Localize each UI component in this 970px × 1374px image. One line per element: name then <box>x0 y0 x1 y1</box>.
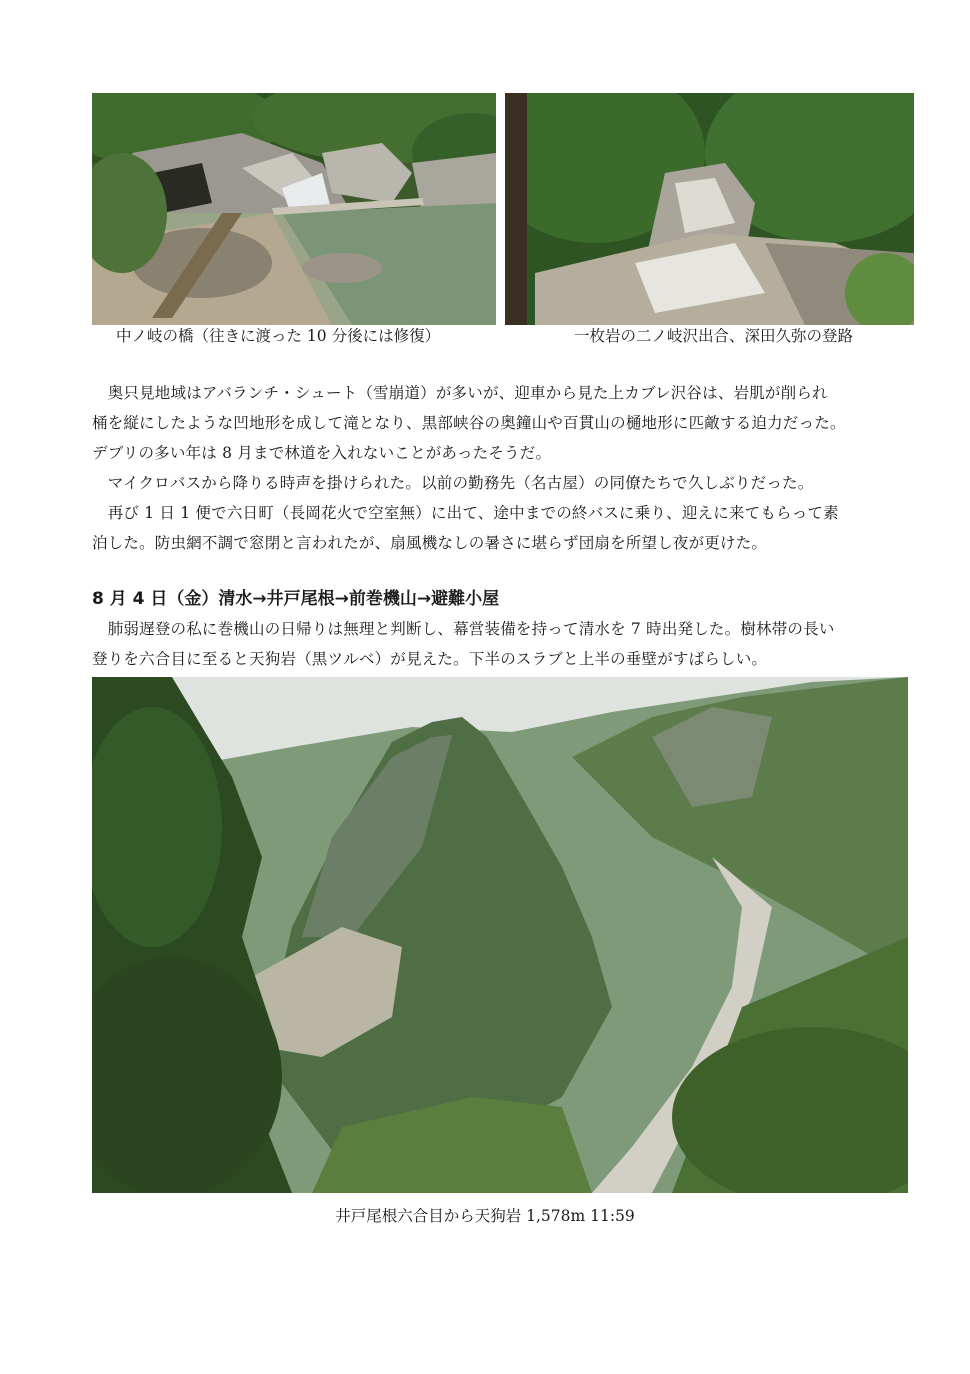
bridge-photo <box>92 93 496 325</box>
section-heading: 8 月 4 日（金）清水→井戸尾根→前巻機山→避難小屋 <box>92 589 500 609</box>
text-line: 桶を縦にしたような凹地形を成して滝となり、黒部峡谷の奥鐘山や百貫山の樋地形に匹敵する迫力だった。 <box>92 414 846 432</box>
mountain-photo-caption: 井戸尾根六合目から天狗岩 1,578m 11:59 <box>335 1207 635 1225</box>
mountain-photo <box>92 677 908 1193</box>
paragraph-lodging <box>92 498 912 558</box>
bridge-photo-caption: 中ノ岐の橋（往きに渡った 10 分後には修復） <box>116 327 441 345</box>
text-line: 登りを六合目に至ると天狗岩（黒ツルベ）が見えた。下半のスラブと上半の垂壁がすばらしい。 <box>92 650 768 668</box>
paragraph-avalanche <box>92 378 912 468</box>
stream-photo <box>505 93 914 325</box>
text-line: 奥只見地域はアバランチ・シュート（雪崩道）が多いが、迎車から見た上カブレ沢谷は、岩肌が削られ <box>92 384 828 402</box>
text-line: 泊した。防虫網不調で窓閉と言われたが、扇風機なしの暑さに堪らず団扇を所望し夜が更けた。 <box>92 534 768 552</box>
text-line: 肺弱遅登の私に巻機山の日帰りは無理と判断し、幕営装備を持って清水を 7 時出発した。樹林帯の長い <box>92 620 835 638</box>
text-line: 再び 1 日 1 便で六日町（長岡花火で空室無）に出て、途中までの終バスに乗り、迎えに来てもらって素 <box>92 504 839 522</box>
text-line: マイクロバスから降りる時声を掛けられた。以前の勤務先（名古屋）の同僚たちで久しぶりだった。 <box>92 474 814 492</box>
paragraph-microbus <box>92 468 912 498</box>
stream-photo-caption: 一枚岩の二ノ岐沢出合、深田久弥の登路 <box>574 327 854 345</box>
paragraph-ascent <box>92 614 912 674</box>
text-line: デブリの多い年は 8 月まで林道を入れないことがあったそうだ。 <box>92 444 552 462</box>
